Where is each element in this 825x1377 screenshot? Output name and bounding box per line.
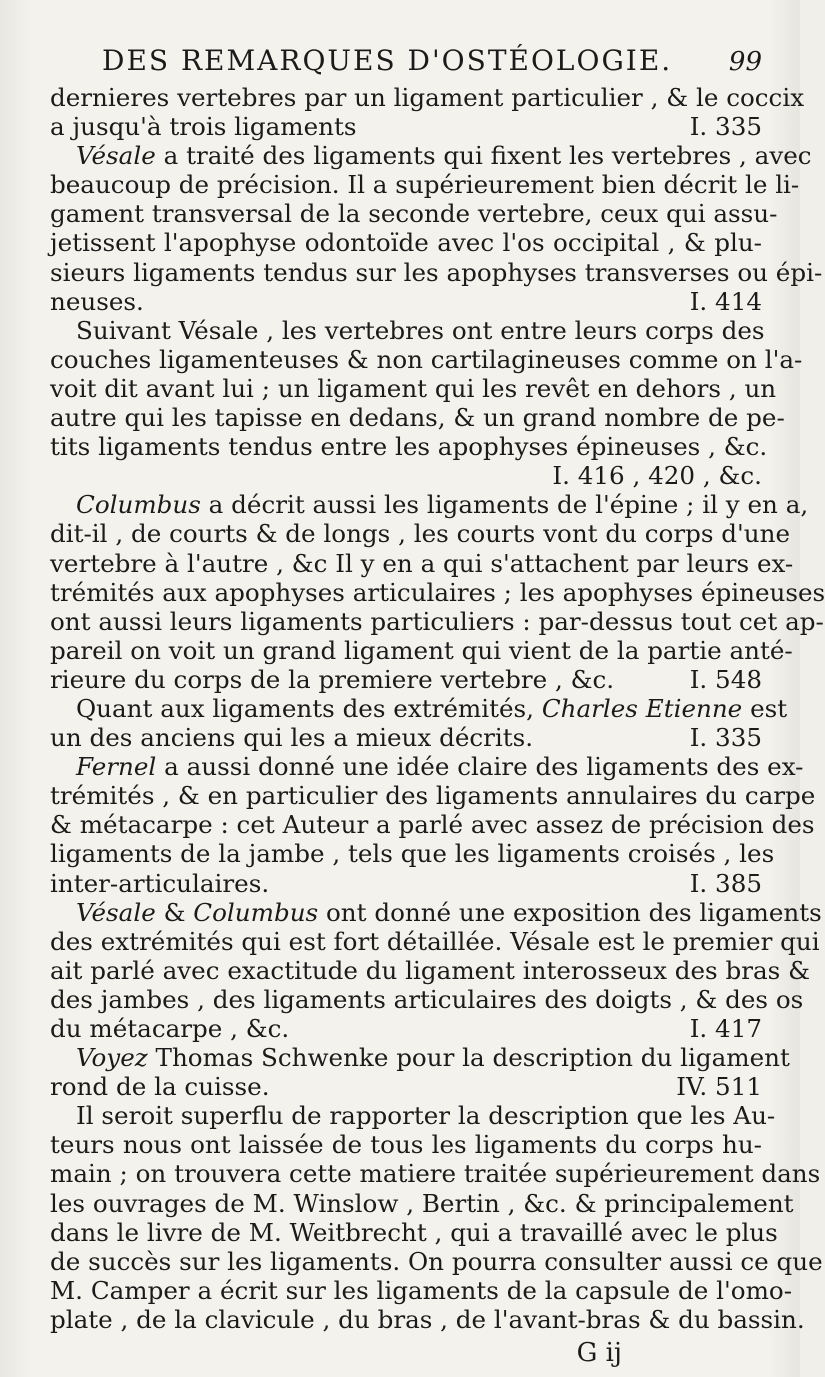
text-line xyxy=(50,1188,794,1218)
text-line xyxy=(50,403,785,433)
text-line xyxy=(50,1304,805,1334)
text-line xyxy=(50,752,804,782)
line-text xyxy=(50,1305,805,1334)
text-line xyxy=(50,1130,762,1159)
italic-name: Columbus xyxy=(76,490,201,520)
line-text xyxy=(50,112,357,141)
line-text xyxy=(76,316,765,345)
text-line xyxy=(50,810,815,840)
text-line xyxy=(50,693,788,723)
body-text xyxy=(50,83,825,1334)
text-segment: a jusqu'à trois ligaments xyxy=(50,112,357,142)
volume-page-reference: I. 335 xyxy=(689,112,762,142)
text-line xyxy=(50,839,775,869)
text-line xyxy=(50,519,791,549)
text-line xyxy=(50,869,762,898)
volume-page-reference: I. 414 xyxy=(689,286,762,316)
text-segment: Quant aux ligaments des extrémités, xyxy=(76,693,542,723)
line-text xyxy=(50,723,533,752)
text-line xyxy=(50,287,762,316)
text-segment: teurs nous ont laissée de tous les ligaments du corps hu- xyxy=(50,1130,762,1160)
text-line xyxy=(50,577,825,607)
text-line xyxy=(50,170,800,200)
volume-page-reference: I. 385 xyxy=(689,868,762,898)
text-segment: a aussi donné une idée claire des ligaments des ex- xyxy=(156,752,804,782)
text-segment: M. Camper a écrit sur les ligaments de la capsule de l'omo- xyxy=(50,1275,793,1305)
text-segment: gament transversal de la seconde vertebre, ceux qui assu- xyxy=(50,199,778,229)
text-segment: de succès sur les ligaments. On pourra consulter aussi ce que xyxy=(50,1246,823,1276)
text-segment: sieurs ligaments tendus sur les apophyses transverses ou épi- xyxy=(50,257,823,287)
line-text xyxy=(50,810,815,839)
text-line xyxy=(50,926,820,956)
text-line xyxy=(50,1275,793,1305)
line-text xyxy=(50,985,803,1014)
line-text xyxy=(50,1247,823,1276)
line-text xyxy=(76,752,803,781)
line-text xyxy=(50,345,802,374)
text-segment: dans le livre de M. Weitbrecht , qui a travaillé avec le plus xyxy=(50,1217,778,1247)
text-segment: voit dit avant lui ; un ligament qui les revêt en dehors , un xyxy=(50,373,777,403)
text-line xyxy=(50,373,777,403)
line-text xyxy=(50,549,793,578)
text-line xyxy=(50,1217,778,1247)
signature-mark: G ij xyxy=(576,1338,622,1369)
text-segment: rond de la cuisse. xyxy=(50,1072,270,1102)
text-line xyxy=(50,461,762,490)
text-segment: Il seroit superflu de rapporter la description que les Au- xyxy=(76,1101,776,1131)
text-segment: & xyxy=(155,897,194,927)
text-line xyxy=(50,199,778,229)
volume-page-reference: I. 548 xyxy=(689,664,762,694)
line-text xyxy=(50,199,777,228)
text-segment: jetissent l'apophyse odontoïde avec l'os occipital , & plu- xyxy=(50,228,762,258)
line-text xyxy=(50,258,822,287)
line-text xyxy=(76,694,787,723)
line-text xyxy=(50,1189,794,1218)
line-text xyxy=(50,83,804,112)
italic-name: Columbus xyxy=(193,897,319,927)
text-line xyxy=(50,1014,762,1043)
text-line xyxy=(50,1043,790,1073)
text-line xyxy=(50,548,794,578)
text-line xyxy=(50,112,762,141)
line-text xyxy=(50,1276,792,1305)
line-text xyxy=(76,898,822,927)
line-text xyxy=(50,228,762,257)
text-line xyxy=(50,1159,821,1189)
text-segment: plate , de la clavicule , du bras , de l'avant-bras & du bassin. xyxy=(50,1304,805,1334)
running-title: DES REMARQUES D'OSTÉOLOGIE. xyxy=(102,44,673,77)
text-line xyxy=(50,665,762,694)
text-segment: un des anciens qui les a mieux décrits. xyxy=(50,723,534,753)
line-text xyxy=(50,287,144,316)
text-line xyxy=(50,315,765,345)
text-segment: est xyxy=(742,693,788,723)
page-number: 99 xyxy=(728,47,762,77)
text-line xyxy=(50,83,805,112)
line-text xyxy=(50,636,793,665)
text-line xyxy=(50,432,768,462)
line-text xyxy=(50,519,790,548)
text-line xyxy=(50,955,810,985)
text-line xyxy=(50,984,804,1014)
text-segment: dernieres vertebres par un ligament particulier , & le coccix xyxy=(50,83,805,112)
line-text xyxy=(50,1218,778,1247)
text-line xyxy=(50,141,812,171)
line-text xyxy=(50,956,810,985)
text-segment: ont aussi leurs ligaments particuliers : par-dessus tout cet ap- xyxy=(50,606,824,636)
line-text xyxy=(50,1014,289,1043)
line-text xyxy=(50,607,824,636)
text-line xyxy=(50,606,824,636)
text-line xyxy=(50,1101,776,1131)
line-text xyxy=(50,374,776,403)
text-segment: inter-articulaires. xyxy=(50,868,270,898)
text-segment: trémités aux apophyses articulaires ; les apophyses épineuses xyxy=(50,577,825,607)
italic-name: Vésale xyxy=(76,897,156,927)
text-segment: Thomas Schwenke pour la description du ligament xyxy=(147,1043,790,1073)
line-text xyxy=(50,1159,820,1188)
line-text xyxy=(50,432,767,461)
text-segment: du métacarpe , &c. xyxy=(50,1014,290,1043)
text-segment: des jambes , des ligaments articulaires des doigts , & des os xyxy=(50,984,804,1014)
line-text xyxy=(50,927,820,956)
text-segment: rieure du corps de la premiere vertebre , &c. xyxy=(50,664,615,694)
line-text xyxy=(76,1101,775,1130)
line-text xyxy=(76,141,812,170)
text-segment: autre qui les tapisse en dedans, & un grand nombre de pe- xyxy=(50,403,785,433)
text-line xyxy=(50,723,762,752)
line-text xyxy=(50,170,799,199)
text-segment: vertebre à l'autre , &c Il y en a qui s'attachent par leurs ex- xyxy=(50,548,794,578)
italic-name: Vésale xyxy=(76,141,156,171)
text-line xyxy=(50,228,762,257)
line-text xyxy=(50,1072,270,1101)
text-segment: ait parlé avec exactitude du ligament interosseux des bras & xyxy=(50,955,810,985)
text-segment: les ouvrages de M. Winslow , Bertin , &c. & principalement xyxy=(50,1188,794,1218)
text-segment: neuses. xyxy=(50,286,144,316)
text-segment: tits ligaments tendus entre les apophyses épineuses , &c. xyxy=(50,432,768,462)
line-text xyxy=(50,839,774,868)
text-segment: a traité des ligaments qui fixent les vertebres , avec xyxy=(155,141,812,171)
line-text xyxy=(50,869,269,898)
running-header xyxy=(102,44,762,77)
line-text xyxy=(50,1130,762,1159)
text-line xyxy=(50,635,793,665)
text-segment: & métacarpe : cet Auteur a parlé avec assez de précision des xyxy=(50,810,815,840)
text-segment: main ; on trouvera cette matiere traitée supérieurement dans xyxy=(50,1159,821,1189)
line-text xyxy=(50,781,815,810)
volume-page-reference: I. 335 xyxy=(689,723,762,753)
text-line xyxy=(50,257,823,287)
volume-page-reference: I. 417 xyxy=(689,1014,762,1043)
line-text xyxy=(50,578,825,607)
italic-name: Voyez xyxy=(76,1043,148,1073)
line-text xyxy=(76,1043,790,1072)
italic-name: Charles Etienne xyxy=(541,693,743,723)
text-segment: dit-il , de courts & de longs , les courts vont du corps d'une xyxy=(50,519,791,549)
text-segment: a décrit aussi les ligaments de l'épine ; il y en a, xyxy=(200,490,809,520)
volume-page-reference: I. 416 , 420 , &c. xyxy=(552,461,762,491)
line-text xyxy=(50,665,614,694)
text-line xyxy=(50,897,822,927)
text-segment: couches ligamenteuses & non cartilagineuses comme on l'a- xyxy=(50,344,803,374)
italic-name: Fernel xyxy=(76,752,157,782)
text-segment: Suivant Vésale , les vertebres ont entre leurs corps des xyxy=(76,315,765,345)
volume-page-reference: IV. 511 xyxy=(676,1072,762,1102)
text-segment: ont donné une exposition des ligaments xyxy=(318,897,822,927)
text-segment: beaucoup de précision. Il a supérieurement bien décrit le li- xyxy=(50,170,800,200)
line-text xyxy=(50,403,785,432)
text-line xyxy=(50,344,803,374)
text-line xyxy=(50,1246,823,1276)
text-segment: ligaments de la jambe , tels que les ligaments croisés , les xyxy=(50,839,775,869)
line-text xyxy=(76,490,808,519)
text-segment: pareil on voit un grand ligament qui vient de la partie anté- xyxy=(50,635,793,665)
text-line xyxy=(50,490,809,520)
text-segment: trémités , & en particulier des ligaments annulaires du carpe xyxy=(50,781,816,811)
text-segment: des extrémités qui est fort détaillée. Vésale est le premier qui xyxy=(50,926,820,956)
text-line xyxy=(50,781,816,811)
text-line xyxy=(50,1072,762,1101)
